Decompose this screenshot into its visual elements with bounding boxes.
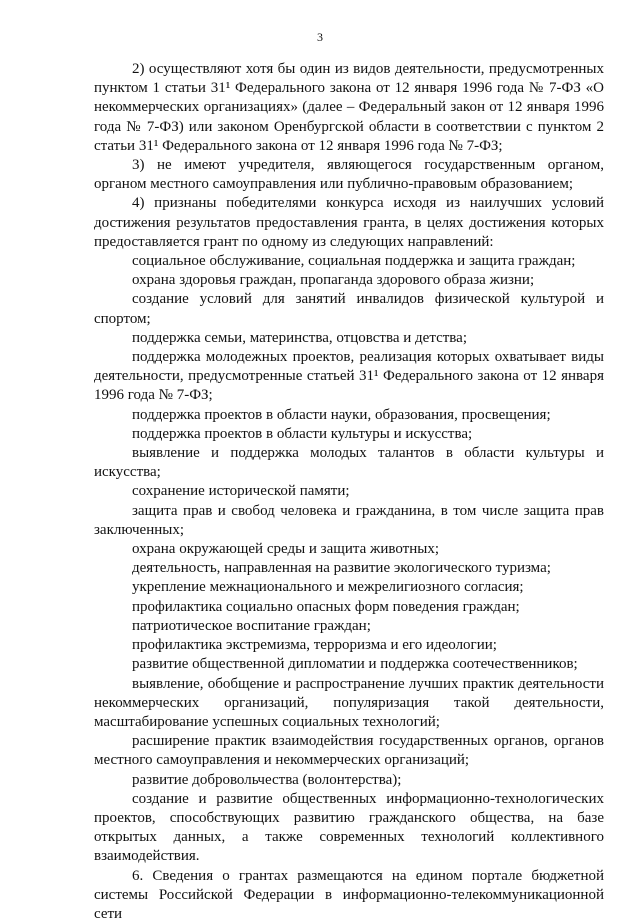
paragraph: профилактика экстремизма, терроризма и его идеологии; (132, 637, 497, 654)
paragraph: 4) признаны победителями конкурса исходя из наилучших условий достижения результатов предоставления гранта, в целях достижения которых предоставляется грант по одному из следующих направлений: (94, 195, 604, 250)
paragraph: развитие общественной дипломатии и поддержка соотечественников; (132, 656, 578, 673)
paragraph: поддержка проектов в области культуры и искусства; (132, 425, 473, 442)
paragraph: патриотическое воспитание граждан; (132, 617, 371, 634)
paragraph: профилактика социально опасных форм поведения граждан; (132, 598, 520, 615)
paragraph: развитие добровольчества (волонтерства); (132, 771, 402, 788)
paragraph: 6. Сведения о грантах размещаются на едином портале бюджетной системы Российской Федерации в информационно-телекоммуникационной сети (94, 867, 604, 922)
paragraph: сохранение исторической памяти; (132, 483, 350, 500)
paragraph: поддержка молодежных проектов, реализация которых охватывает виды деятельности, предусмотренные статьей 31¹ Федерального закона от 12 января 1996 года № 7-ФЗ; (94, 349, 604, 404)
paragraph: социальное обслуживание, социальная поддержка и защита граждан; (132, 253, 576, 270)
paragraph: выявление, обобщение и распространение лучших практик деятельности некоммерческих организаций, популяризация такой деятельности, масштабирование успешных социальных технологий; (94, 675, 604, 730)
paragraph: защита прав и свобод человека и гражданина, в том числе защита прав заключенных; (94, 502, 604, 538)
paragraph: расширение практик взаимодействия государственных органов, органов местного самоуправления и некоммерческих организаций; (94, 733, 604, 769)
paragraph: 2) осуществляют хотя бы один из видов деятельности, предусмотренных пунктом 1 статьи 31¹ Федерального закона от 12 января 1996 года № 7-ФЗ «О некоммерческих организациях» (далее – Федеральный закон от 12 января 1996 года № 7-ФЗ) или законом Оренбургской области в соответствии с пунктом 2 статьи 31¹ Федерального закона от 12 января 1996 года № 7-ФЗ; (94, 61, 604, 154)
paragraph: создание условий для занятий инвалидов физической культурой и спортом; (94, 291, 604, 327)
paragraph: охрана здоровья граждан, пропаганда здорового образа жизни; (132, 272, 535, 289)
paragraph: выявление и поддержка молодых талантов в области культуры и искусства; (94, 445, 604, 481)
paragraph: 3) не имеют учредителя, являющегося государственным органом, органом местного самоуправления или публично-правовым образованием; (94, 157, 604, 193)
paragraph: поддержка проектов в области науки, образования, просвещения; (132, 406, 551, 423)
paragraph: деятельность, направленная на развитие экологического туризма; (132, 560, 551, 577)
paragraph: поддержка семьи, материнства, отцовства и детства; (132, 329, 468, 346)
paragraph: укрепление межнационального и межрелигиозного согласия; (132, 579, 524, 596)
paragraph: создание и развитие общественных информационно-технологических проектов, способствующих развитию гражданского общества, на базе открытых данных, а также современных технологий коллективного взаимодействия. (94, 790, 604, 865)
paragraph: охрана окружающей среды и защита животных; (132, 541, 439, 558)
document-body (94, 60, 604, 924)
page-number: 3 (317, 30, 323, 44)
